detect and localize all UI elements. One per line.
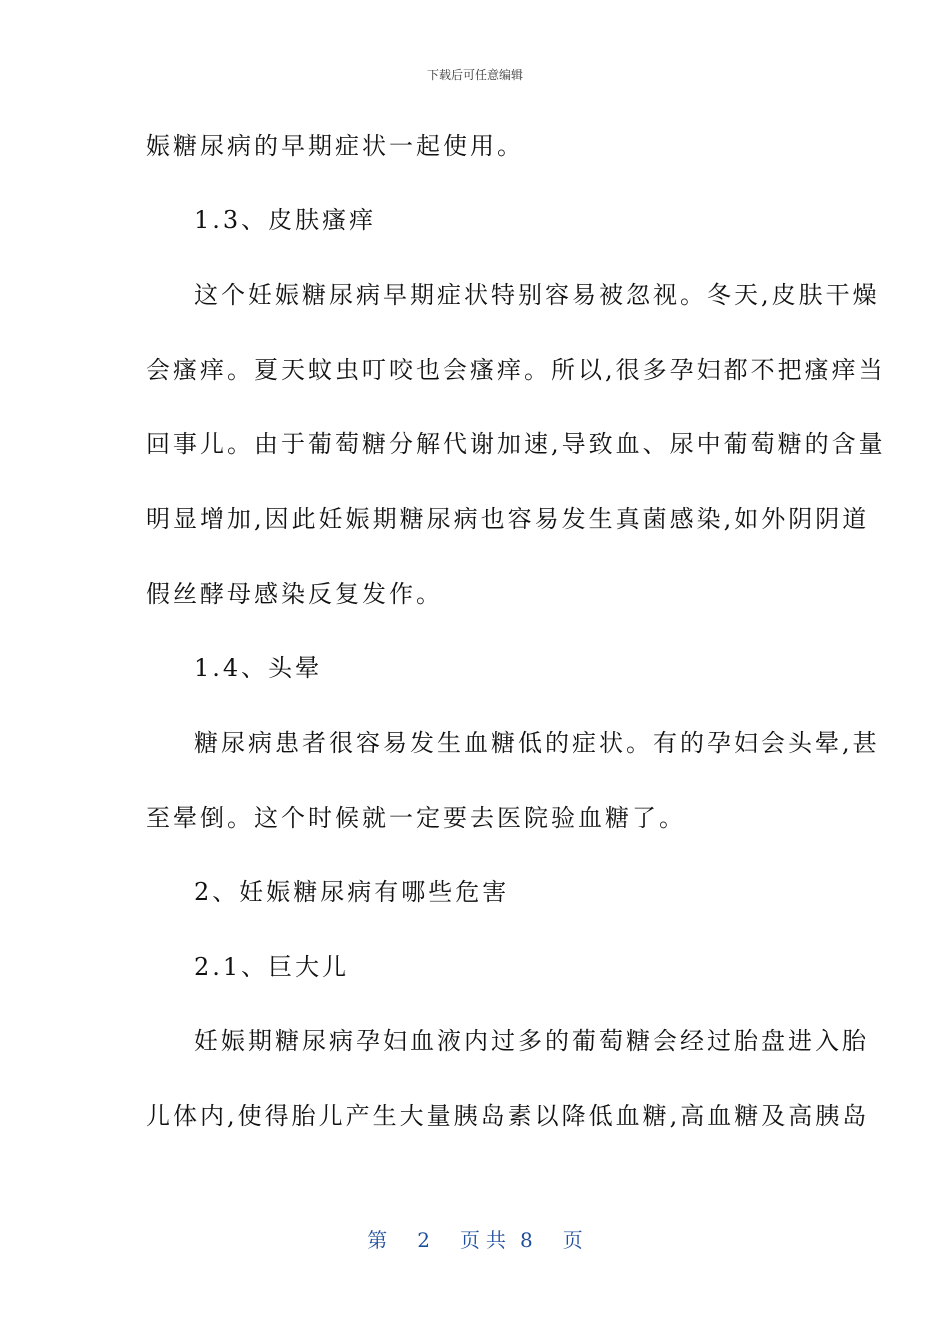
paragraph-line: 会瘙痒。夏天蚊虫叮咬也会瘙痒。所以,很多孕妇都不把瘙痒当	[146, 356, 886, 384]
section-heading-2: 2、妊娠糖尿病有哪些危害	[194, 878, 510, 906]
section-heading-2-1: 2.1、巨大儿	[194, 953, 350, 981]
paragraph-line: 这个妊娠糖尿病早期症状特别容易被忽视。冬天,皮肤干燥	[194, 281, 880, 309]
page-footer	[0, 1224, 950, 1253]
footer-page-label: 第	[367, 1228, 388, 1252]
footer-total-suffix: 页	[562, 1228, 583, 1252]
paragraph-line: 明显增加,因此妊娠期糖尿病也容易发生真菌感染,如外阴阴道	[146, 505, 870, 533]
paragraph-line: 至晕倒。这个时候就一定要去医院验血糖了。	[146, 804, 686, 832]
page-header-note: 下载后可任意编辑	[426, 68, 523, 82]
paragraph-line: 妊娠期糖尿病孕妇血液内过多的葡萄糖会经过胎盘进入胎	[194, 1027, 869, 1055]
paragraph-line: 回事儿。由于葡萄糖分解代谢加速,导致血、尿中葡萄糖的含量	[146, 430, 886, 458]
paragraph-line: 假丝酵母感染反复发作。	[146, 580, 443, 608]
footer-current-page: 2	[417, 1228, 430, 1252]
section-heading-1-3: 1.3、皮肤瘙痒	[194, 206, 377, 234]
footer-total-pages: 8	[520, 1228, 533, 1252]
footer-total-prefix: 页共	[460, 1228, 512, 1252]
paragraph-line: 儿体内,使得胎儿产生大量胰岛素以降低血糖,高血糖及高胰岛	[146, 1102, 870, 1130]
paragraph-line: 糖尿病患者很容易发生血糖低的症状。有的孕妇会头晕,甚	[194, 729, 880, 757]
section-heading-1-4: 1.4、头晕	[194, 654, 323, 682]
paragraph-line: 娠糖尿病的早期症状一起使用。	[146, 132, 524, 160]
